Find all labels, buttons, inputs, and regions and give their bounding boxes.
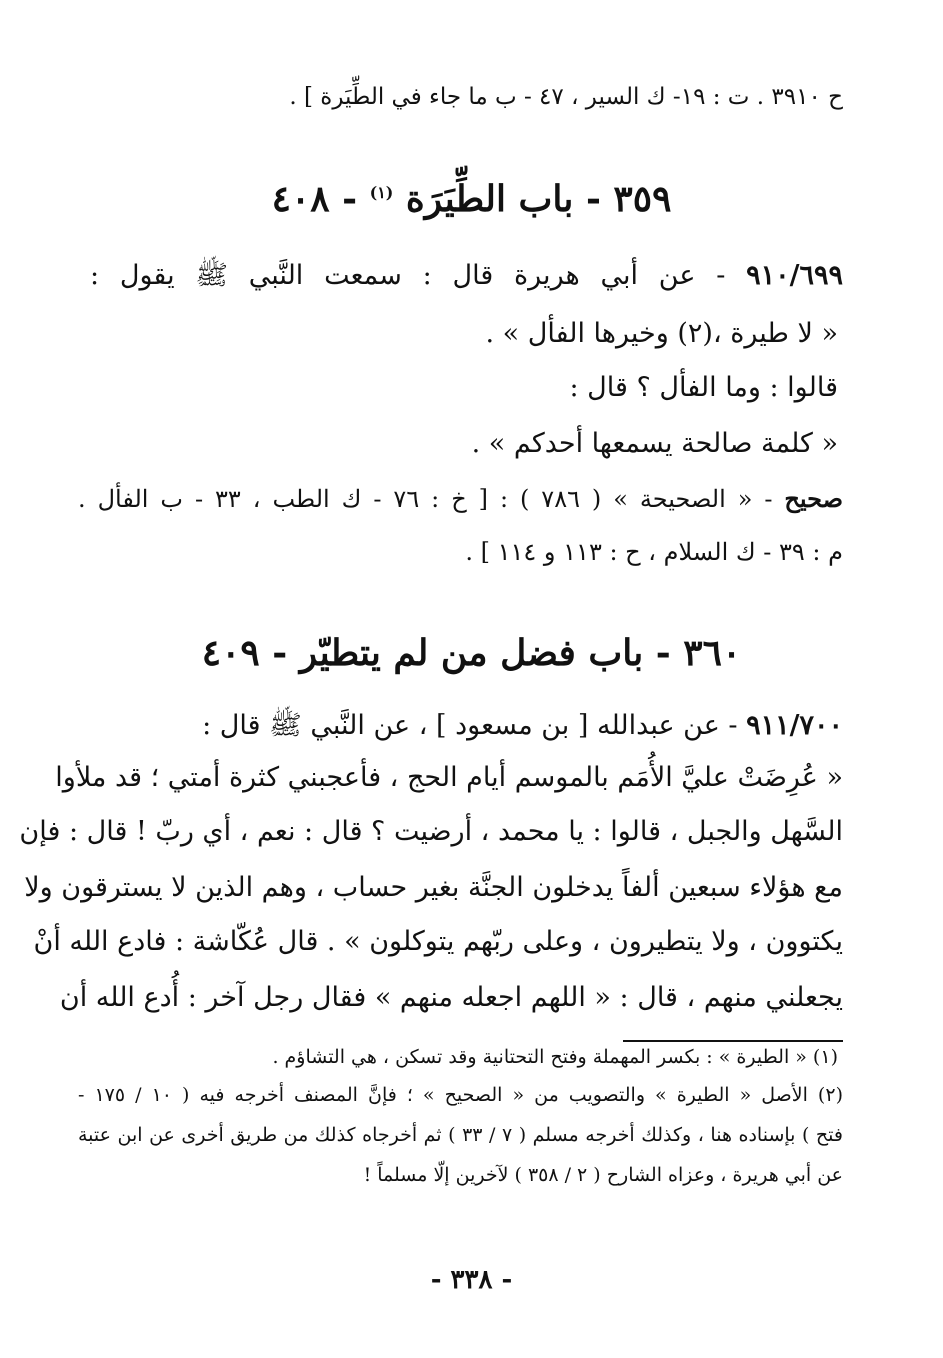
hadith-699-line-4: « كلمة صالحة يسمعها أحدكم » . bbox=[471, 428, 838, 459]
grade-label: صحيح bbox=[784, 484, 844, 513]
hadith-700-line-1: ٩١١/٧٠٠ - عن عبدالله [ بن مسعود ] ، عن النَّبي ﷺ قال : bbox=[202, 710, 843, 741]
page-number: - ٣٣٨ - bbox=[430, 1265, 513, 1295]
footnote-2-line-1: (٢) الأصل « الطيرة » والتصويب من « الصحيح » ؛ فإنَّ المصنف أخرجه فيه ( ١٠ / ١٧٥ - bbox=[78, 1084, 843, 1106]
hadith-699-reference: م : ٣٩ - ك السلام ، ح : ١١٣ و ١١٤ ] . bbox=[465, 538, 843, 566]
footnote-divider bbox=[623, 1040, 843, 1042]
hadith-699-line-3: قالوا : وما الفأل ؟ قال : bbox=[569, 372, 838, 403]
chapter-title: ٣٥٩ - باب الطِّيَرَة bbox=[405, 178, 672, 220]
hadith-700-line-3: السَّهل والجبل ، قالوا : يا محمد ، أرضيت ؟ قال : نعم ، أي ربّ ! قال : فإن bbox=[19, 816, 843, 847]
hadith-number: ٩١٠/٦٩٩ bbox=[746, 260, 843, 291]
footnote-mark: (١) bbox=[369, 183, 394, 202]
hadith-700-line-4: مع هؤلاء سبعين ألفاً يدخلون الجنَّة بغير حساب ، وهم الذين لا يسترقون ولا bbox=[24, 872, 843, 903]
hadith-699-line-2: « لا طيرة ،(٢) وخيرها الفأل » . bbox=[485, 318, 838, 349]
hadith-700-line-5: يكتوون ، ولا يتطيرون ، وعلى ربّهم يتوكلون » . قال عُكّاشة : فادع الله أنْ bbox=[33, 926, 843, 957]
footnote-1: (١) « الطيرة » : بكسر المهملة وفتح التحتانية وقد تسكن ، هي التشاؤم . bbox=[272, 1046, 838, 1068]
top-reference: ح ٣٩١٠ . ت : ١٩- ك السير ، ٤٧ - ب ما جاء في الطِّيَرة ] . bbox=[289, 84, 843, 110]
footnote-2-line-3: عن أبي هريرة ، وعزاه الشارح ( ٢ / ٣٥٨ ) لآخرين إلّا مسلماً ! bbox=[363, 1164, 843, 1186]
hadith-number: ٩١١/٧٠٠ bbox=[746, 710, 843, 741]
chapter-heading-359 bbox=[0, 178, 943, 220]
hadith-700-line-2: « عُرِضَتْ عليَّ الأُمَم بالموسم أيام الحج ، فأعجبني كثرة أمتي ؛ قد ملأوا bbox=[55, 762, 843, 793]
footnote-2-line-2: فتح ) بإسناده هنا ، وكذلك أخرجه مسلم ( ٧ / ٣٣ ) ثم أخرجاه كذلك من طريق أخرى عن ابن عتبة bbox=[78, 1124, 843, 1146]
hadith-700-line-6: يجعلني منهم ، قال : « اللهم اجعله منهم » فقال رجل آخر : أُدع الله أن bbox=[59, 982, 843, 1013]
hadith-699-grade: صحيح - « الصحيحة » ( ٧٨٦ ) : [ خ : ٧٦ - ك الطب ، ٣٣ - ب الفأل . bbox=[78, 484, 844, 513]
chapter-number: - ٤٠٨ bbox=[271, 178, 358, 220]
hadith-699-line-1: ٩١٠/٦٩٩ - عن أبي هريرة قال : سمعت النَّبي ﷺ يقول : bbox=[90, 260, 843, 291]
chapter-heading-360: ٣٦٠ - باب فضل من لم يتطيّر - ٤٠٩ bbox=[201, 632, 742, 674]
